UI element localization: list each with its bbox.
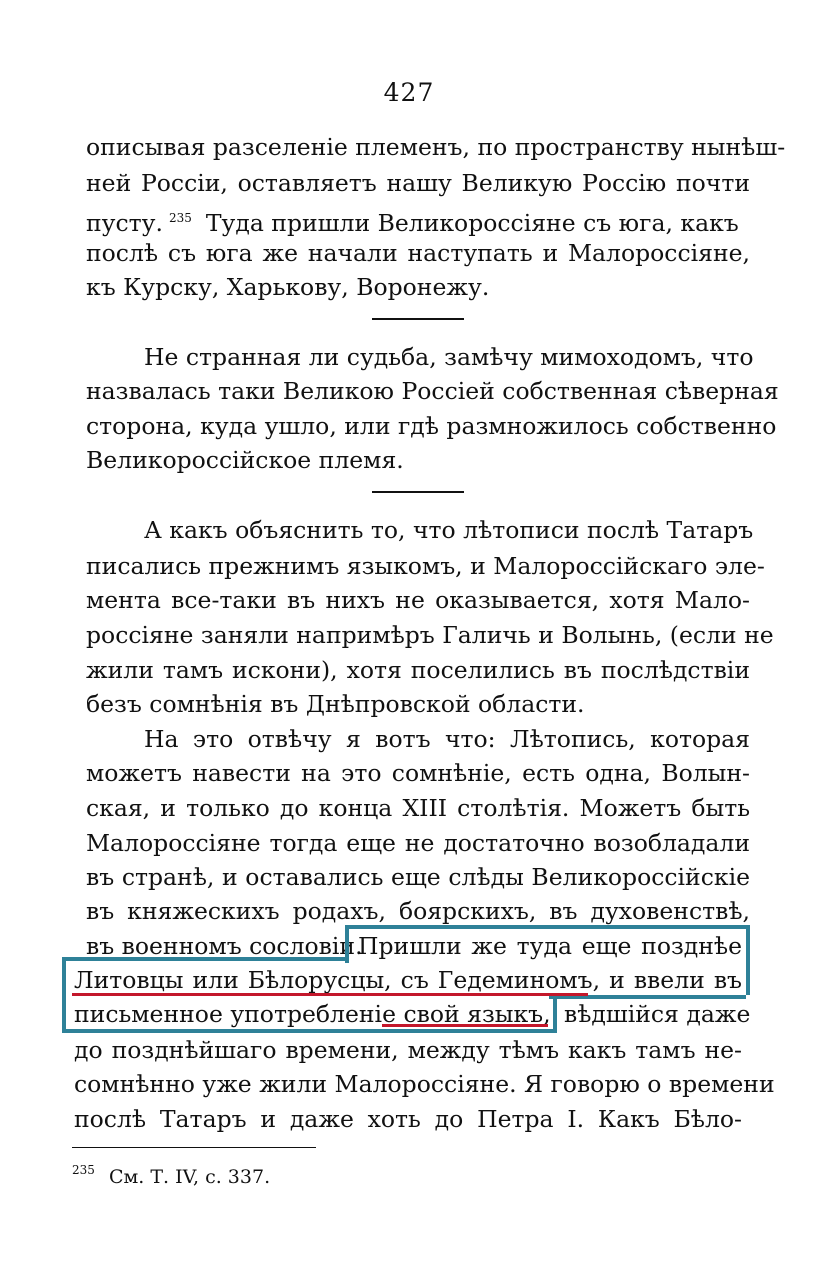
red-underline [382,1024,548,1027]
text-line: писались прежнимъ языкомъ, и Малороссійскаго эле- [86,552,765,580]
text-line: назвалась таки Великою Россіей собственная сѣверная [86,377,779,405]
text-line: жили тамъ искони), хотя поселились въ послѣдствіи [86,656,750,684]
highlighted-text: Пришли же туда еще позднѣе [358,932,742,960]
text-line: сторона, куда ушло, или гдѣ размножилось собственно [86,412,777,440]
text-line: Не странная ли судьба, замѣчу мимоходомъ, что [144,343,754,371]
section-separator [372,318,464,320]
red-underline [72,993,588,996]
text-fragment: пусту. [86,209,163,237]
page-number: 427 [383,78,435,107]
text-line: до позднѣйшаго времени, между тѣмъ какъ тамъ не- [74,1036,742,1064]
highlight-box [345,925,750,963]
text-line: послѣ Татаръ и даже хоть до Петра I. Какъ Бѣло- [74,1105,742,1133]
text-line: описывая разселеніе племенъ, по пространству нынѣш- [86,133,786,161]
text-fragment: Туда пришли Великороссіяне съ юга, какъ [205,209,739,237]
highlight-box [62,957,349,961]
footnote-ref: 235 [168,211,192,225]
text-line: можетъ навести на это сомнѣніе, есть одна, Волын- [86,759,750,787]
section-separator [372,491,464,493]
text-line: мента все-таки въ нихъ не оказывается, хотя Мало- [86,586,750,614]
text-line: послѣ съ юга же начали наступать и Малороссіяне, [86,239,750,267]
text-line: Великороссійское племя. [86,446,404,474]
text-line: А какъ объяснить то, что лѣтописи послѣ Татаръ [144,516,754,544]
footnote [72,1156,270,1191]
text-line: безъ сомнѣнія въ Днѣпровской области. [86,690,585,718]
text-line: въ военномъ сословіи. [86,932,363,960]
highlighted-text: Литовцы или Бѣлорусцы, съ Гедеминомъ, и ввели въ [74,966,742,994]
text-line: россіяне заняли напримѣръ Галичь и Волынь, (если не [86,621,774,649]
text-line: къ Курску, Харькову, Воронежу. [86,273,490,301]
highlight-box [62,959,750,995]
text-line: вѣдшійся даже [564,1000,751,1028]
highlight-box [62,995,557,1033]
text-line [86,201,750,240]
text-line: въ княжескихъ родахъ, боярскихъ, въ духовенствѣ, [86,897,750,925]
text-line: въ странѣ, и оставались еще слѣды Великороссійскіе [86,863,750,891]
footnote-mark: 235 [72,1163,95,1177]
footnote-text: См. Т. IV, с. 337. [108,1166,271,1188]
text-line: ская, и только до конца XIII столѣтія. Можетъ быть [86,794,750,822]
text-line: Малороссіяне тогда еще не достаточно возобладали [86,829,750,857]
highlighted-text: письменное употребленіе свой языкъ, [74,1000,551,1028]
text-line: На это отвѣчу я вотъ что: Лѣтопись, которая [144,725,750,753]
text-line: ней Россіи, оставляетъ нашу Великую Россію почти [86,169,750,197]
footnote-rule [72,1147,316,1148]
text-line: сомнѣнно уже жили Малороссіяне. Я говорю о времени [74,1070,775,1098]
